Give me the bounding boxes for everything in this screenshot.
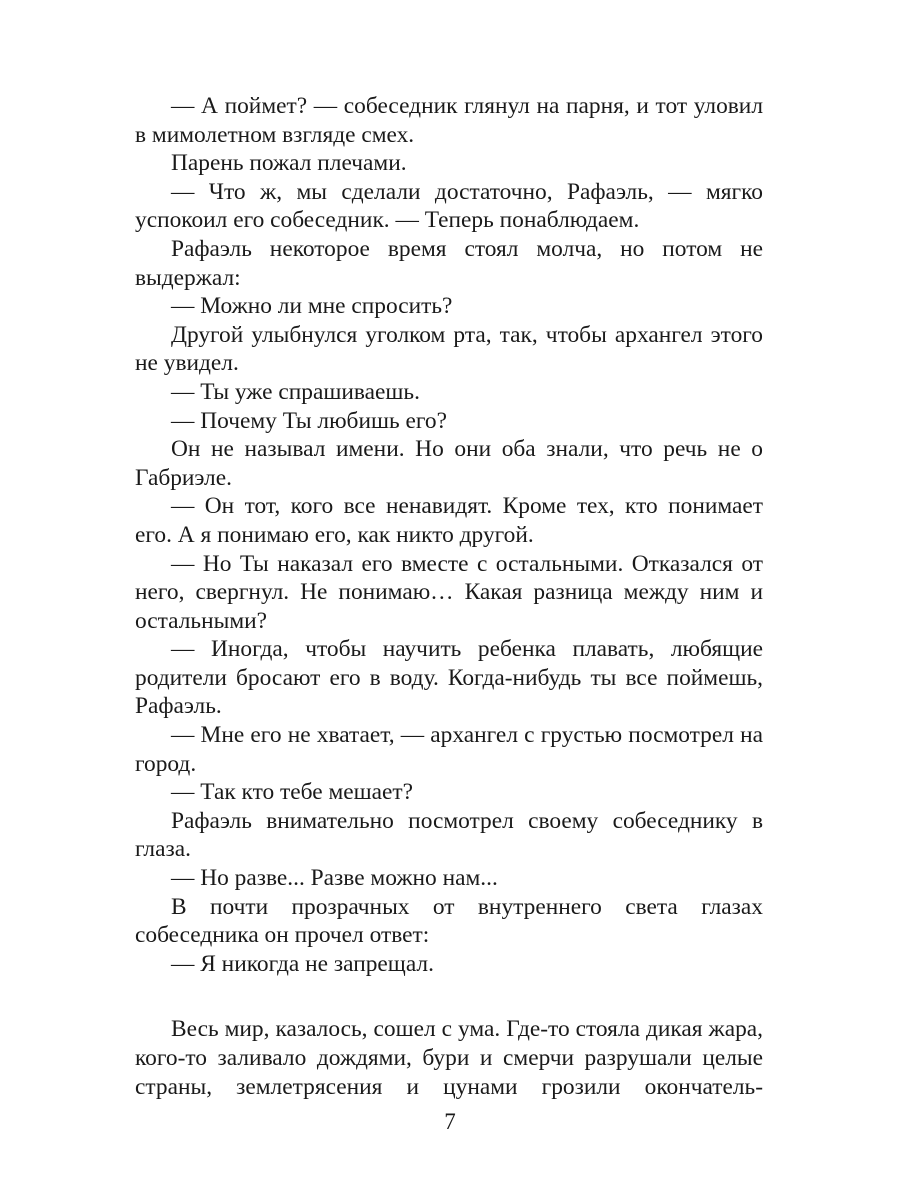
paragraph: — Мне его не хватает, — архангел с грустью посмотрел на город. [135, 722, 763, 777]
paragraph: Другой улыбнулся уголком рта, так, чтобы архангел этого не увидел. [135, 321, 763, 377]
page-number: 7 [444, 1109, 456, 1134]
paragraph: Парень пожал плечами. [171, 150, 407, 177]
paragraph: Весь мир, казалось, сошел с ума. Где-то стояла дикая жара, кого-то заливало дождями, бури и смерчи разрушали целые страны, землетрясения и цунами грозили окончатель- [135, 1016, 763, 1100]
book-page-text [135, 92, 763, 1101]
paragraph: Рафаэль некоторое время стоял молча, но потом не выдержал: [135, 235, 763, 291]
paragraph: Он не называл имени. Но они оба знали, что речь не о Габриэле. [135, 436, 763, 491]
paragraph: — Можно ли мне спросить? [171, 293, 453, 320]
paragraph: Рафаэль внимательно посмотрел своему собеседнику в глаза. [135, 807, 763, 863]
paragraph: — Почему Ты любишь его? [171, 407, 447, 434]
paragraph: — Что ж, мы сделали достаточно, Рафаэль, — мягко успокоил его собеседник. — Теперь понаблюдаем. [135, 178, 763, 234]
section-break [135, 978, 763, 1015]
paragraph: — Он тот, кого все ненавидят. Кроме тех, кто понимает его. А я понимаю его, как никто другой. [135, 493, 763, 548]
paragraph: — Но разве... Разве можно нам... [171, 865, 498, 892]
paragraph: — Я никогда не запрещал. [171, 950, 434, 977]
paragraph: — Так кто тебе мешает? [171, 779, 414, 806]
paragraph: — Ты уже спрашиваешь. [171, 378, 420, 405]
paragraph: — Иногда, чтобы научить ребенка плавать, любящие родители бросают его в воду. Когда-нибудь ты все поймешь, Рафаэль. [135, 636, 763, 720]
paragraph: — А поймет? — собеседник глянул на парня, и тот уловил в мимолетном взгляде смех. [135, 93, 763, 148]
paragraph: В почти прозрачных от внутреннего света глазах собеседника он прочел ответ: [135, 893, 763, 949]
paragraph: — Но Ты наказал его вместе с остальными. Отказался от него, свергнул. Не понимаю… Какая разница между ним и остальными? [135, 550, 763, 634]
